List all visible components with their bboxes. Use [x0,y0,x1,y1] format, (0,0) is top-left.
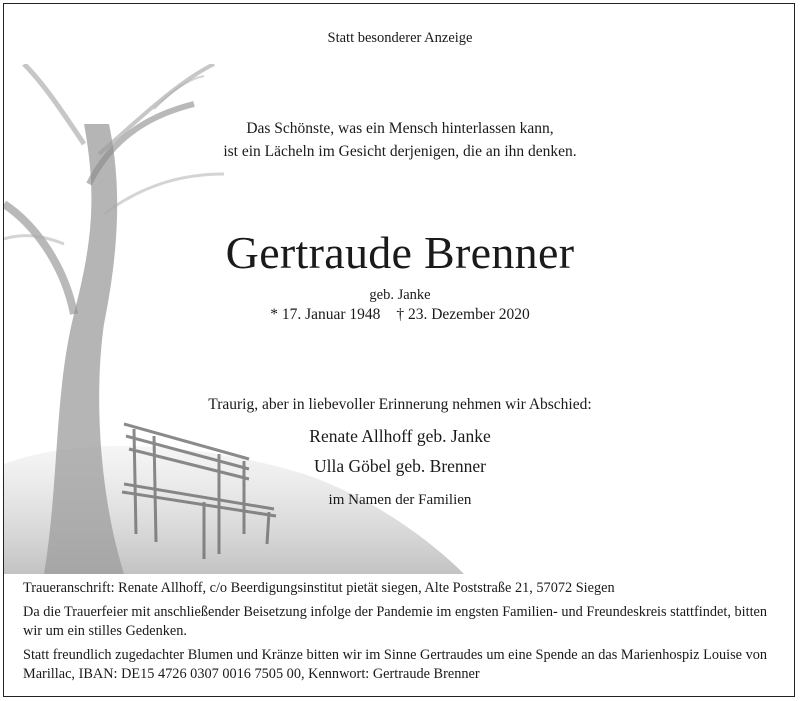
notice-footer [23,579,783,689]
quote-line-1: Das Schönste, was ein Mensch hinterlassen kann, [246,120,554,137]
deceased-name: Gertraude Brenner [225,227,575,278]
ceremony-notice: Da die Trauerfeier mit anschließender Beisetzung infolge der Pandemie im engsten Familien- und Freundeskreis stattfindet, bitten wir um ein stilles Gedenken. [23,604,768,639]
mourner-name: Renate Allhoff geb. Janke [309,426,491,446]
donation-request: Statt freundlich zugedachter Blumen und Kränze bitten wir im Sinne Gertraudes um eine Spende an das Marienhospiz Louise von Marillac, IBAN: DE15 4726 0307 0016 7505 00, Kennwort: Gertraude Brenner [23,647,768,682]
birth-date: * 17. Januar 1948 [270,306,381,323]
memorial-quote [4,117,795,163]
mourning-intro: Traurig, aber in liebevoller Erinnerung nehmen wir Abschied: [208,396,592,413]
death-date: † 23. Dezember 2020 [396,306,530,323]
notice-header: Statt besonderer Anzeige [327,30,473,46]
mourner-name: Ulla Göbel geb. Brenner [313,456,487,476]
obituary-notice [3,3,795,697]
birth-name: geb. Janke [369,287,431,303]
life-dates [4,306,795,324]
mourning-address: Traueranschrift: Renate Allhoff, c/o Beerdigungsinstitut pietät siegen, Alte Poststraße 21, 57072 Siegen [23,580,615,596]
family-line: im Namen der Familien [328,492,472,508]
quote-line-2: ist ein Lächeln im Gesicht derjenigen, die an ihn denken. [223,143,577,160]
